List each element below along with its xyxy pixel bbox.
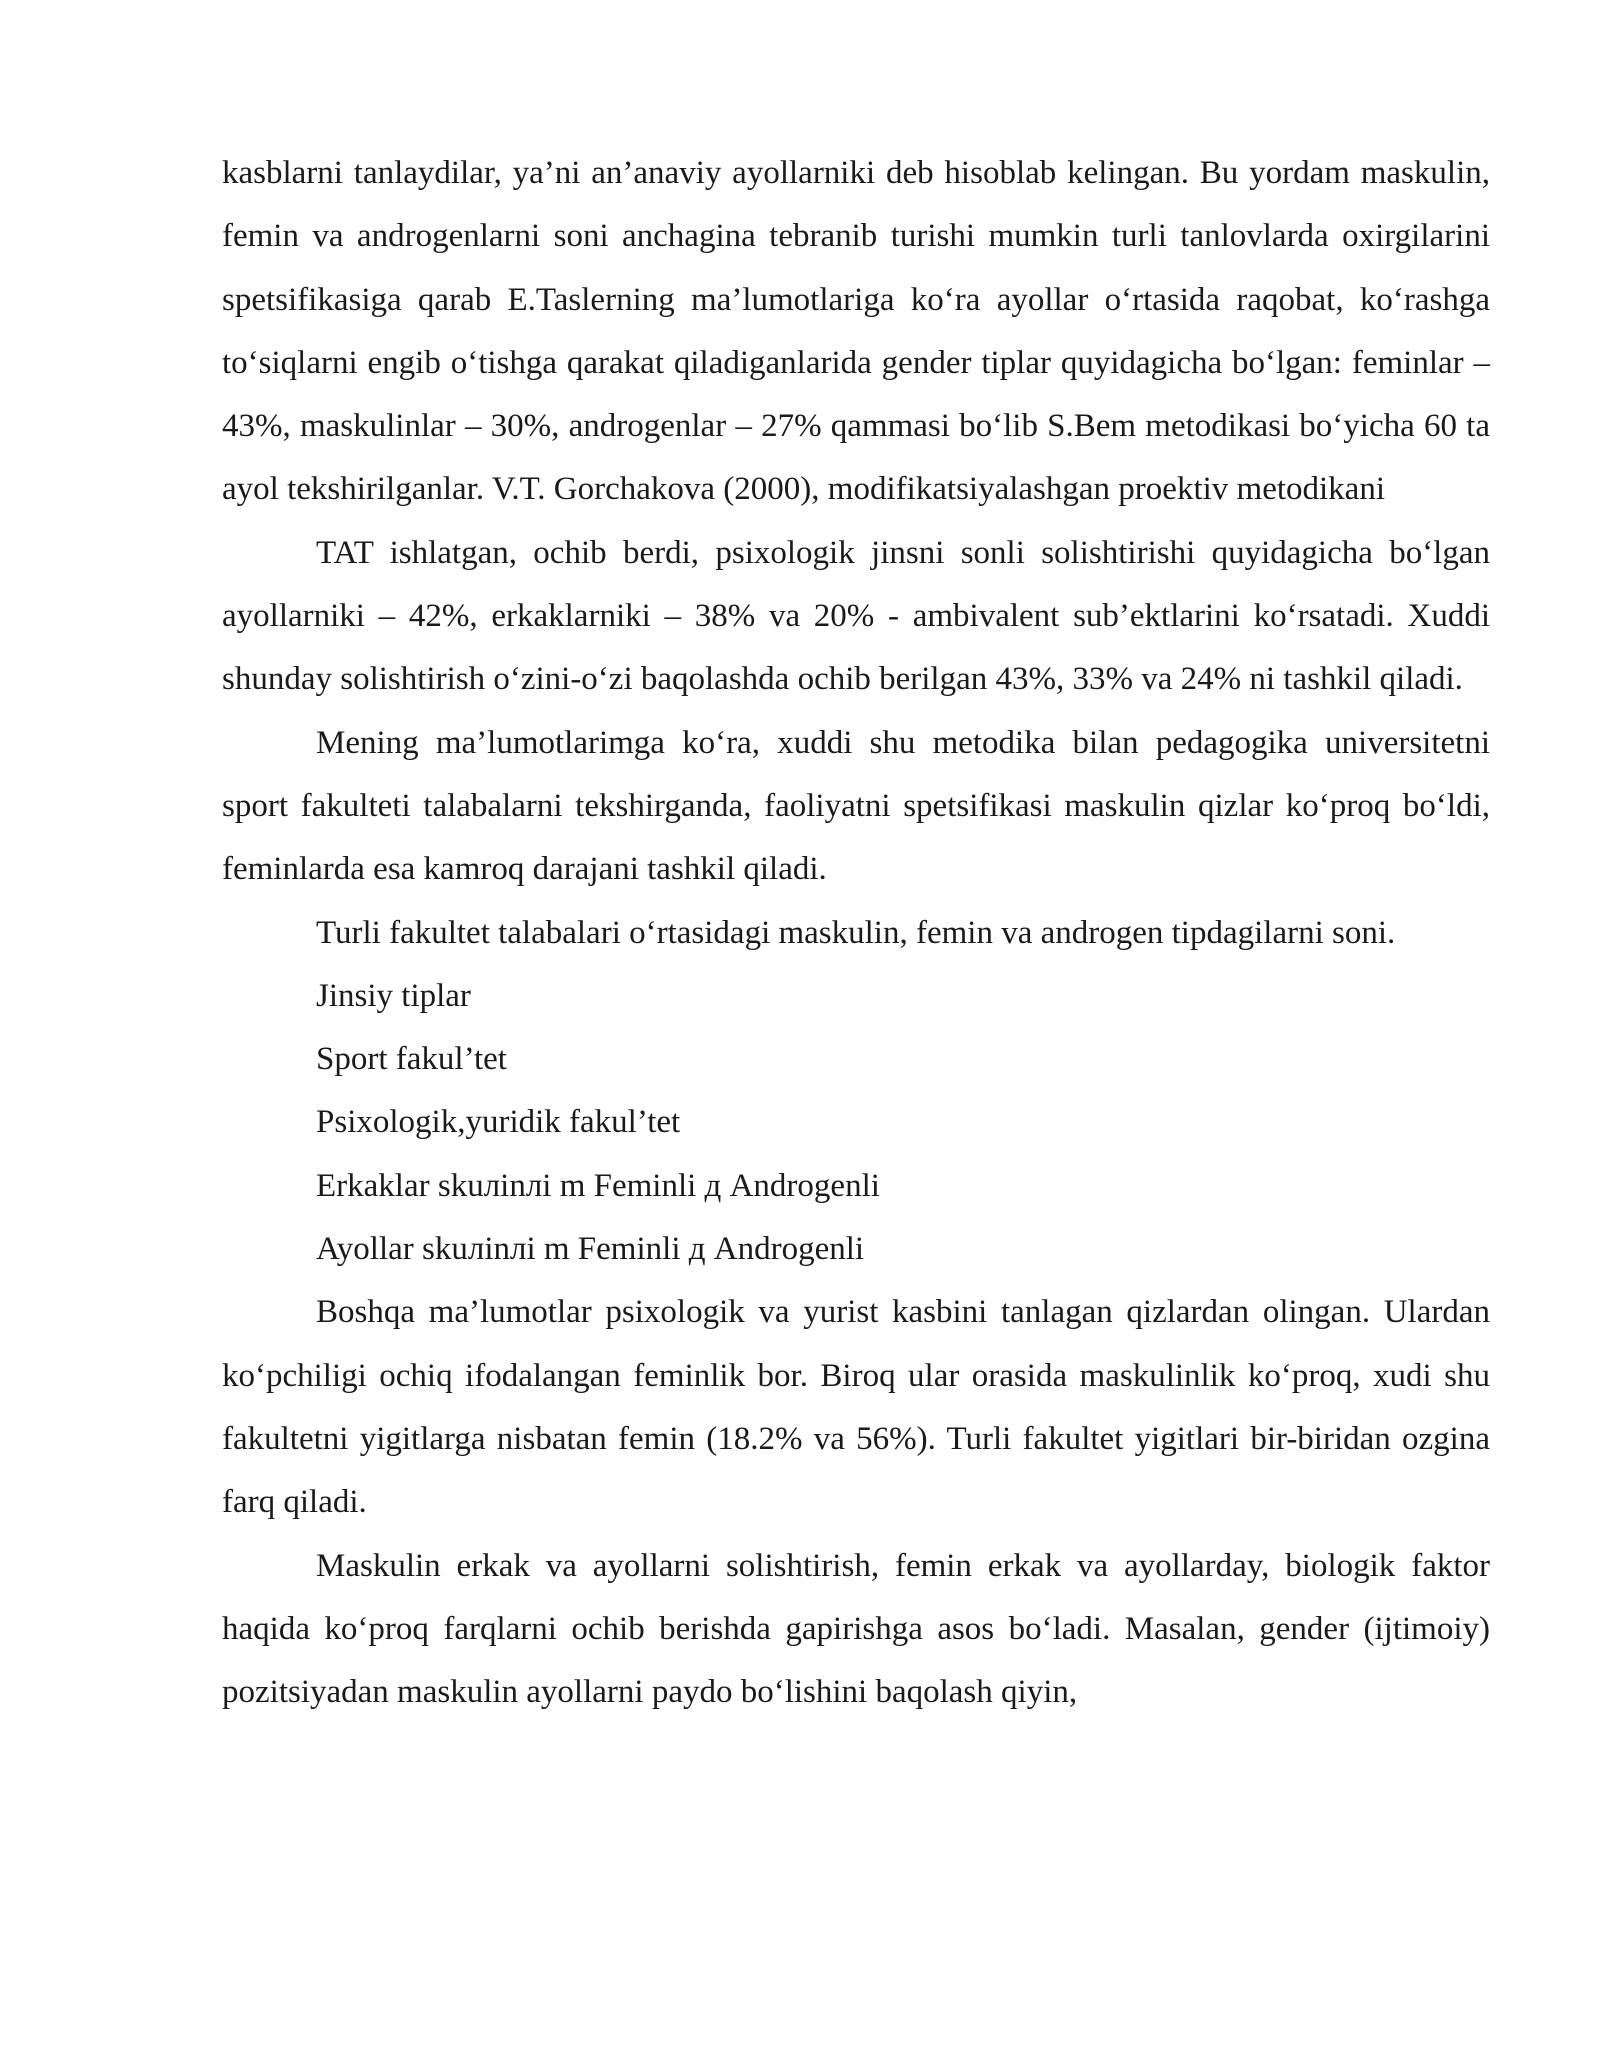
document-page [222,142,1490,1724]
paragraph-continued: kasblarni tanlaydilar, ya’ni an’anaviy ayollarniki deb hisoblab kelingan. Bu yordam maskulin, femin va androgenlarni soni anchagina tebranib turishi mumkin turli tanlovlarda oxirgilarini spetsifikasiga qarab E.Taslerning ma’lumotlariga ko‘ra ayollar o‘rtasida raqobat, ko‘rashga to‘siqlarni engib o‘tishga qarakat qiladiganlarida gender tiplar quyidagicha bo‘lgan: feminlar – 43%, maskulinlar – 30%, androgenlar – 27% qammasi bo‘lib S.Bem metodikasi bo‘yicha 60 ta ayol tekshirilganlar. V.T. Gorchakova (2000), modifikatsiyalashgan proektiv metodikani [222,155,1490,508]
paragraph-other-data: Boshqa ma’lumotlar psixologik va yurist kasbini tanlagan qizlardan olingan. Ulardan ko‘pchiligi ochiq ifodalangan feminlik bor. Biroq ular orasida maskulinlik ko‘proq, xudi shu fakultetni yigitlarga nisbatan femin (18.2% va 56%). Turli fakultet yigitlari bir-biridan ozgina farq qiladi. [222,1294,1490,1521]
table-line-women: Ayollar skuлinлi m Feminli д Androgenli [316,1231,865,1268]
table-line-gender-types: Jinsiy tiplar [316,977,471,1014]
paragraph-tat: TAT ishlatgan, ochib berdi, psixologik jinsni sonli solishtirishi quyidagicha bo‘lgan ayollarniki – 42%, erkaklarniki – 38% va 20% - ambivalent sub’ektlarini ko‘rsatadi. Xuddi shunday solishtirish o‘zini-o‘zi baqolashda ochib berilgan 43%, 33% va 24% ni tashkil qiladi. [222,534,1490,698]
paragraph-comparison: Maskulin erkak va ayollarni solishtirish, femin erkak va ayollarday, biologik faktor haqida ko‘proq farqlarni ochib berishda gapirishga asos bo‘ladi. Masalan, gender (ijtimoiy) pozitsiyadan maskulin ayollarni paydo bo‘lishini baqolash qiyin, [222,1547,1490,1711]
paragraph-my-data: Mening ma’lumotlarimga ko‘ra, xuddi shu metodika bilan pedagogika universitetni sport fakulteti talabalarni tekshirganda, faoliyatni spetsifikasi maskulin qizlar ko‘proq bo‘ldi, feminlarda esa kamroq darajani tashkil qiladi. [222,724,1490,888]
table-line-sport-faculty: Sport fakul’tet [316,1041,507,1078]
table-line-men: Erkaklar skuлinлi m Feminli д Androgenli [316,1167,880,1204]
table-line-psych-law-faculty: Psixologik,yuridik fakul’tet [316,1104,681,1141]
paragraph-table-caption: Turli fakultet talabalari o‘rtasidagi maskulin, femin va androgen tipdagilarni soni. [316,914,1396,951]
